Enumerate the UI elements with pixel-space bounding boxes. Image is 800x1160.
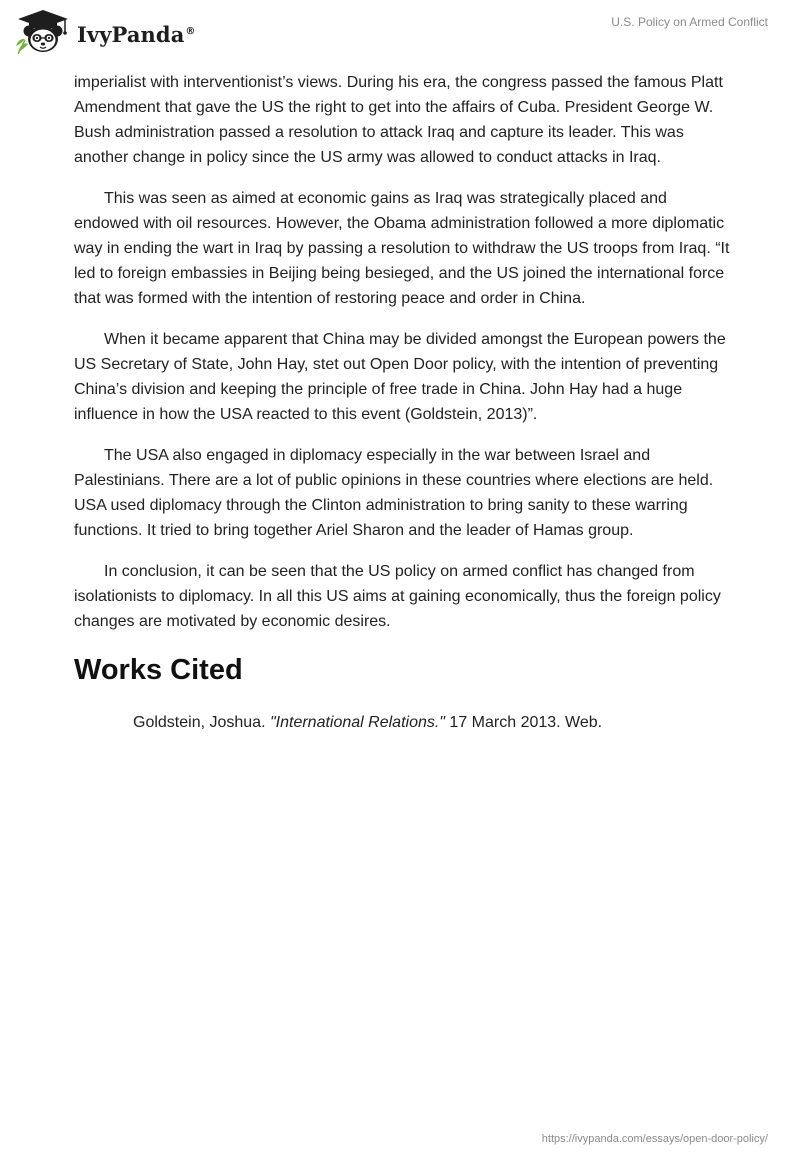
- paragraph: The USA also engaged in diplomacy especially in the war between Israel and Palestinians. There are a lot of public opinions in these countries where elections are held. USA used diplomacy through the Clinton administration to bring sanity to these warring functions. It tried to bring together Ariel Sharon and the leader of Hamas group.: [74, 447, 714, 539]
- paragraph: In conclusion, it can be seen that the US policy on armed conflict has changed from isolationists to diplomacy. In all this US aims at gaining economically, thus the foreign policy changes are motivated by economic desires.: [74, 563, 721, 630]
- source-url[interactable]: https://ivypanda.com/essays/open-door-policy/: [541, 1133, 768, 1145]
- document-title: U.S. Policy on Armed Conflict: [611, 15, 768, 29]
- citation-details: 17 March 2013. Web.: [444, 714, 603, 731]
- citation-title: "International Relations.": [269, 714, 445, 731]
- essay-content: [74, 70, 734, 751]
- citation-author: Goldstein, Joshua.: [133, 714, 270, 731]
- brand-name: IvyPanda®: [77, 21, 196, 47]
- paragraph: When it became apparent that China may be divided amongst the European powers the US Secretary of State, John Hay, stet out Open Door policy, with the intention of preventing China’s division and keeping the principle of free trade in China. John Hay had a huge influence in how the USA reacted to this event (Goldstein, 2013)”.: [74, 331, 726, 423]
- brand-logo[interactable]: [15, 8, 196, 56]
- works-cited-heading: Works Cited: [74, 654, 243, 686]
- paragraph: imperialist with interventionist’s views. During his era, the congress passed the famous Platt Amendment that gave the US the right to get into the affairs of Cuba. President George W. Bush administration passed a resolution to attack Iraq and capture its leader. This was another change in policy since the US army was allowed to conduct attacks in Iraq.: [74, 74, 723, 166]
- paragraph: This was seen as aimed at economic gains as Iraq was strategically placed and endowed with oil resources. However, the Obama administration followed a more diplomatic way in ending the wart in Iraq by passing a resolution to withdraw the US troops from Iraq. “It led to foreign embassies in Beijing being besieged, and the US joined the international force that was formed with the intention of restoring peace and order in China.: [74, 190, 730, 307]
- page-header: [0, 0, 800, 70]
- citation-entry: [74, 710, 734, 735]
- panda-graduate-icon: [15, 8, 71, 56]
- registered-mark: ®: [185, 25, 196, 37]
